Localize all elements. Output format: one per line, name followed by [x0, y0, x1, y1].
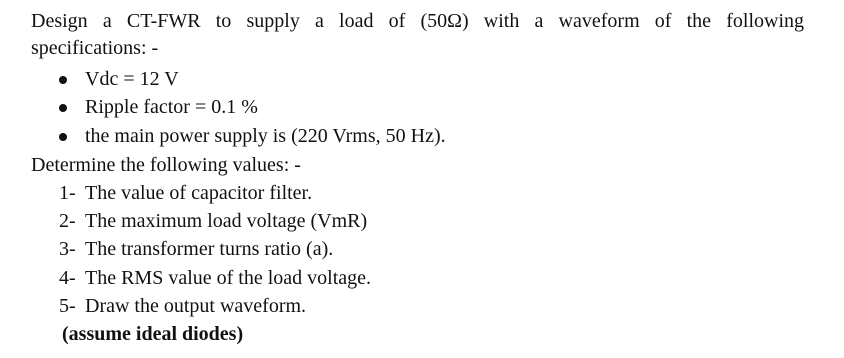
- spec-vdc: Vdc = 12 V: [85, 68, 179, 90]
- list-item-max-load-voltage: The maximum load voltage (VmR): [85, 210, 368, 232]
- list-item-number: 1-: [59, 182, 76, 204]
- determine-heading: Determine the following values: -: [31, 154, 301, 176]
- assumption-note: (assume ideal diodes): [62, 323, 244, 345]
- list-item-turns-ratio: The transformer turns ratio (a).: [85, 238, 334, 260]
- spec-power-supply: the main power supply is (220 Vrms, 50 Hz).: [85, 125, 446, 147]
- list-item-capacitor-filter: The value of capacitor filter.: [85, 182, 313, 204]
- bullet-icon: [59, 104, 67, 112]
- bullet-icon: [59, 133, 67, 141]
- list-item-number: 3-: [59, 238, 76, 260]
- list-item-number: 4-: [59, 267, 76, 289]
- bullet-icon: [59, 76, 67, 84]
- list-item-output-waveform: Draw the output waveform.: [85, 295, 307, 317]
- spec-ripple-factor: Ripple factor = 0.1 %: [85, 96, 258, 118]
- list-item-number: 5-: [59, 295, 76, 317]
- intro-line-2: specifications: -: [31, 37, 159, 59]
- intro-line-1: Design a CT-FWR to supply a load of (50Ω) with a waveform of the following: [31, 10, 804, 32]
- list-item-rms-value: The RMS value of the load voltage.: [85, 267, 372, 289]
- list-item-number: 2-: [59, 210, 76, 232]
